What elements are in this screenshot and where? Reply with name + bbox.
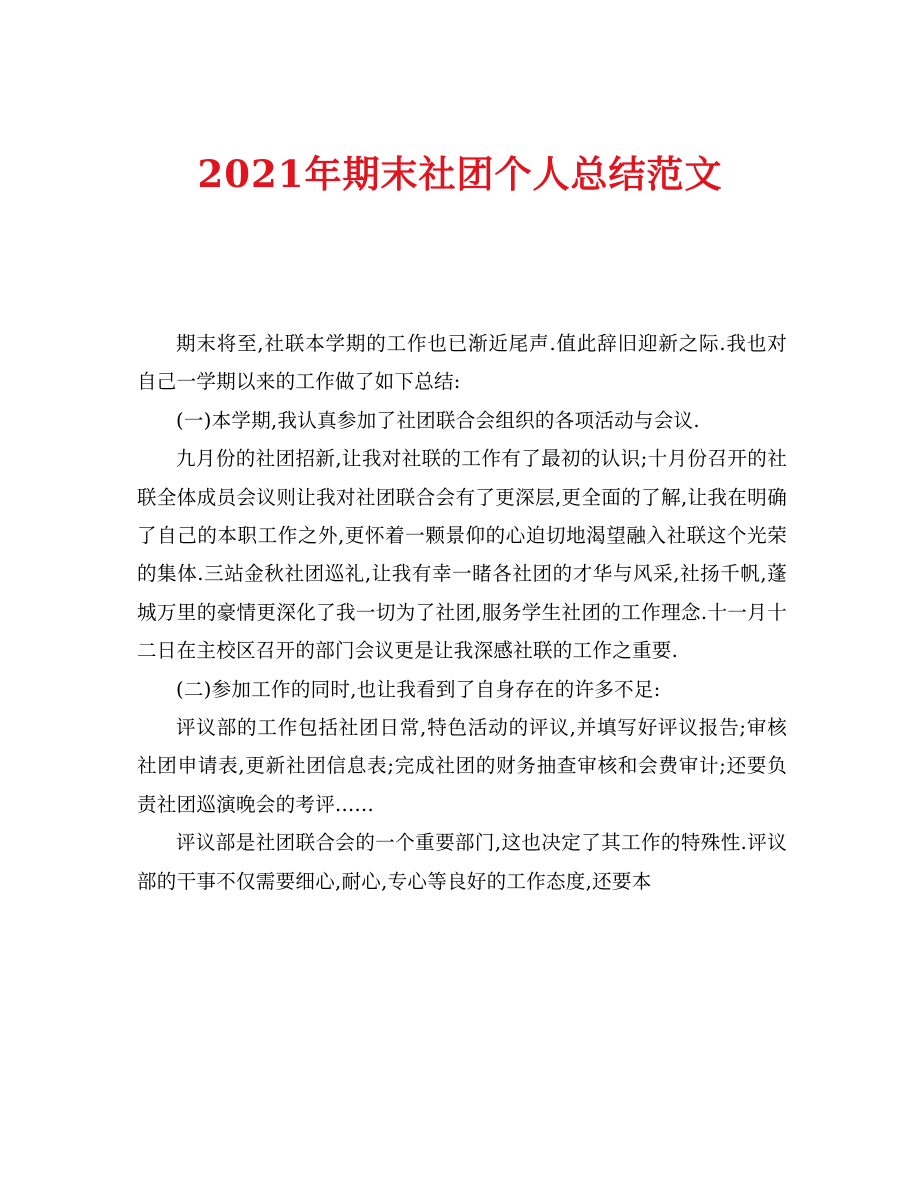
- paragraph: 九月份的社团招新,让我对社联的工作有了最初的认识;十月份召开的社联全体成员会议则让我对社团联合会有了更深层,更全面的了解,让我在明确了自己的本职工作之外,更怀着一颗景仰的心迫切地渴望融入社联这个光荣的集体.三站金秋社团巡礼,让我有幸一睹各社团的才华与风采,社扬千帆,蓬城万里的豪情更深化了我一切为了社团,服务学生社团的工作理念.十一月十二日在主校区召开的部门会议更是让我深感社联的工作之重要.: [137, 447, 787, 663]
- document-body: [137, 325, 787, 901]
- document-title: 2021年期末社团个人总结范文: [197, 151, 723, 196]
- paragraph: 评议部是社团联合会的一个重要部门,这也决定了其工作的特殊性.评议部的干事不仅需要细心,耐心,专心等良好的工作态度,还要本: [137, 831, 787, 893]
- paragraph: (二)参加工作的同时,也让我看到了自身存在的许多不足:: [176, 677, 661, 701]
- paragraph: 期末将至,社联本学期的工作也已渐近尾声.值此辞旧迎新之际.我也对自己一学期以来的工作做了如下总结:: [137, 332, 787, 394]
- paragraph: 评议部的工作包括社团日常,特色活动的评议,并填写好评议报告;审核社团申请表,更新社团信息表;完成社团的财务抽查审核和会费审计;还要负责社团巡演晚会的考评......: [137, 716, 787, 816]
- paragraph: (一)本学期,我认真参加了社团联合会组织的各项活动与会议.: [176, 408, 700, 432]
